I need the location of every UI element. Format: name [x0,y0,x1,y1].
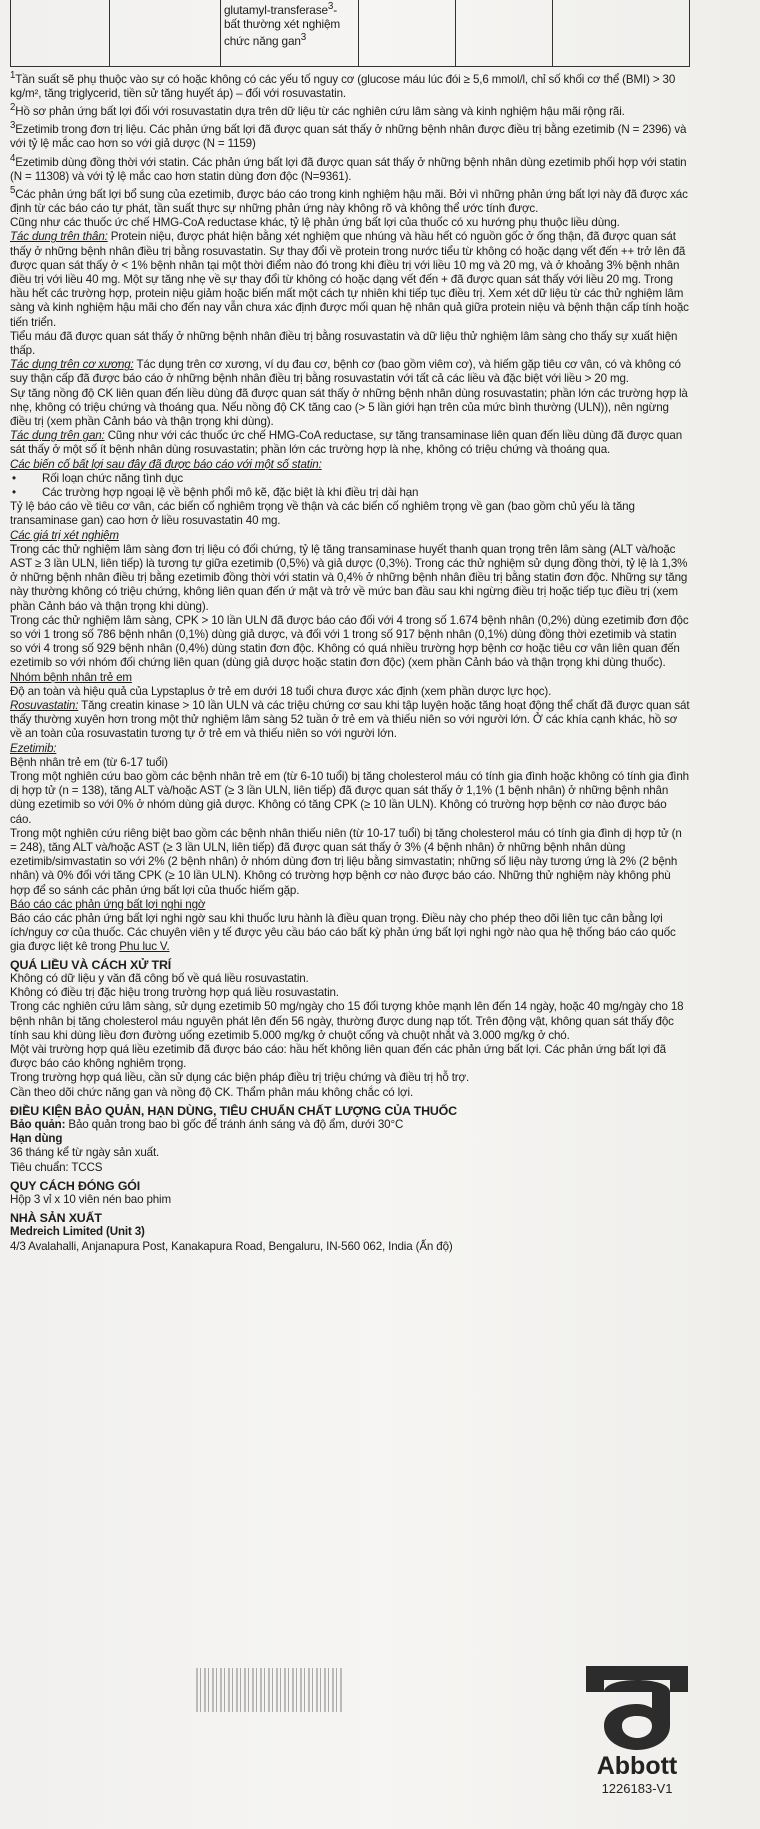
footnote: $^2$Hồ sơ phản ứng bất lợi đối với rosuvastatin dựa trên dữ liệu từ các nghiên cứu lâm sàng và kinh nghiệm hậu mãi rộng rãi. [10,102,625,119]
heading-shelf-life: Hạn dùng [10,1132,63,1146]
table-cell [553,0,690,66]
leaflet-body [10,216,690,1254]
abbott-logo-icon [582,1666,692,1754]
paragraph-shelf-life: 36 tháng kể từ ngày sản xuất. [10,1146,160,1160]
table-cell [11,0,110,66]
barcode-icon [196,1668,344,1712]
list-item: • Các trường hợp ngoại lệ về bệnh phổi mô kẽ, đặc biệt là khi điều trị dài hạn [12,485,419,499]
manufacturer-name: Medreich Limited (Unit 3) [10,1225,145,1239]
footnotes [10,69,690,216]
paragraph-storage: Bảo quản: Bảo quản trong bao bì gốc để tránh ánh sáng và độ ẩm, dưới 30°C [10,1117,404,1131]
paragraph-peds1: Độ an toàn và hiệu quả của Lypstaplus ở trẻ em dưới 18 tuổi chưa được xác định (xem phần dược lực học). [10,684,552,698]
heading-overdose: QUÁ LIỀU VÀ CÁCH XỬ TRÍ [10,957,172,972]
paragraph-eze2: Trong một nghiên cứu riêng biệt bao gồm các bệnh nhân thiếu niên (từ 10-17 tuổi) bị tăng cholesterol máu có tính gia đình dị hợp tử (n = 248), tăng ALT và/hoặc AST (≥ 3 lần ULN, liên tiếp) đã được quan sát thấy ở 3% (4 bệnh nhân) ở những bệnh nhân dùng ezetimib/simvastatin so với 2% (2 bệnh nhân) ở nhóm dùng đơn trị liệu bằng simvastatin; những số liệu này tương ứng là 2% (2 bệnh nhân) và 0% đối với tăng CPK (≥ 10 lần ULN). Không có trường hợp bệnh cơ nào được báo cáo. Những thử nghiệm này không phù hợp để so sánh các phản ứng bất lợi của thuốc hiếm gặp. [10,826,682,897]
footnote: $^4$Ezetimib dùng đồng thời với statin. Các phản ứng bất lợi đã được quan sát thấy ở những bệnh nhân dùng ezetimib phối hợp với statin (N = 11308) và với tỷ lệ mắc cao hơn statin dùng đơn độc (N=9361). [10,152,687,183]
paragraph: Cũng như các thuốc ức chế HMG-CoA reductase khác, tỷ lệ phản ứng bất lợi của thuốc có xu hướng phụ thuộc liều dùng. [10,216,620,230]
paragraph-kidney: Tác dụng trên thận: Protein niệu, được phát hiện bằng xét nghiệm que nhúng và hầu hết có nguồn gốc ở ống thận, đã được quan sát thấy ở những bệnh nhân điều trị bằng rosuvastatin. Sự thay đổi về protein trong nước tiểu từ không có hoặc dạng vết đến ++ trở lên đã được quan sát thấy ở < 1% bệnh nhân tại một thời điểm nào đó trong khi điều trị với liều 10 mg và 20 mg, và ở khoảng 3% bệnh nhân điều trị với liều 40 mg. Một sự tăng nhẹ về sự thay đổi từ không có hoặc dạng vết đến + đã được quan sát thấy với liều 20 mg. Trong hầu hết các trường hợp, protein niệu giảm hoặc biến mất một cách tự nhiên khi tiếp tục điều trị. Xem xét dữ liệu từ các thử nghiệm lâm sàng và kinh nghiệm hậu mãi cho đến nay vẫn chưa xác định được mối quan hệ nhân quả giữa protein niệu và bệnh thận cấp tính hoặc tiến triển. [10,230,689,329]
abbott-brand-name: Abbott [596,1752,678,1780]
leaflet-content [10,0,690,1254]
paragraph-hematuria: Tiểu máu đã được quan sát thấy ở những bệnh nhân điều trị bằng rosuvastatin và dữ liệu thử nghiệm lâm sàng cho thấy sự xuất hiện thấp. [10,329,678,357]
paragraph-lab1: Trong các thử nghiệm lâm sàng đơn trị liệu có đối chứng, tỷ lệ tăng transaminase huyết thanh quan trọng trên lâm sàng (ALT và/hoặc AST ≥ 3 lần ULN, liên tiếp) là tương tự giữa ezetimib (0,5%) và giả dược (0,3%). Trong các thử nghiệm sử dụng đồng thời, tỷ lệ là 1,3% ở những bệnh nhân điều trị bằng ezetimib đồng thời với statin và 0,4% ở những bệnh nhân điều trị bằng statin đơn độc. Những sự tăng này thường không có triệu chứng, không liên quan đến ứ mật và trở về mức ban đầu sau khi ngừng điều trị hoặc tiếp tục điều trị (xem phần Cảnh báo và thận trọng khi dùng). [10,542,688,613]
heading-lab-values: Các giá trị xét nghiệm [10,528,119,542]
paragraph-liver: Tác dụng trên gan: Cũng như với các thuốc ức chế HMG-CoA reductase, sự tăng transaminase liên quan đến liều dùng đã được quan sát thấy ở một số ít bệnh nhân dùng rosuvastatin; phần lớn các trường hợp là nhẹ, không có triệu chứng và thoáng qua. [10,429,682,457]
paragraph-eze1: Trong một nghiên cứu bao gồm các bệnh nhân trẻ em (từ 6-10 tuổi) bị tăng cholesterol máu có tính gia đình hoặc không có tính gia đình dị hợp tử (n = 138), tăng ALT và/hoặc AST (≥ 3 lần ULN, liên tiếp) đã được quan sát thấy ở 1,1% (1 bệnh nhân) ở những bệnh nhân dùng ezetimib so với 0% ở nhóm dùng giả dược. Không có tăng CPK (≥ 10 lần ULN). Không có trường hợp bệnh cơ nào được báo cáo. [10,770,689,826]
table-cell-line: bất thường xét nghiệm [224,16,341,31]
footnote-ref: 3 [327,1,334,12]
footnote: $^1$Tần suất sẽ phụ thuộc vào sự có hoặc không có các yếu tố nguy cơ (glucose máu lúc đói ≥ 5,6 mmol/l, chỉ số khối cơ thể (BMI) > 30 kg/m², tăng triglycerid, tiền sử tăng huyết áp) – đối với rosuvastatin. [10,70,676,101]
paragraph-od2: Không có điều trị đặc hiệu trong trường hợp quá liều rosuvastatin. [10,986,339,1000]
heading-manufacturer: NHÀ SẢN XUẤT [10,1211,102,1226]
footnote: $^3$Ezetimib trong đơn trị liệu. Các phản ứng bất lợi đã được quan sát thấy ở những bệnh nhân được điều trị bằng ezetimib (N = 2396) và với tỷ lệ mắc cao hơn so với giả dược (N = 1159) [10,120,687,151]
table-cell [456,0,553,66]
paragraph-od6: Cần theo dõi chức năng gan và nồng độ CK. Thẩm phân máu không chắc có lợi. [10,1085,414,1099]
table-cell [110,0,221,66]
paragraph-reporting: Báo cáo các phản ứng bất lợi nghi ngờ sau khi thuốc lưu hành là điều quan trọng. Điều này cho phép theo dõi liên tục cân bằng lợi ích/nguy cơ của thuốc. Các chuyên viên y tế được yêu cầu báo cáo bất kỳ phản ứng bất lợi nghi ngờ nào qua hệ thống báo cáo quốc gia được liệt kê trong Phụ lục V. [10,912,676,954]
paragraph-packaging: Hộp 3 vỉ x 10 viên nén bao phim [10,1192,171,1206]
footnote-ref: 3 [300,31,307,43]
heading-packaging: QUY CÁCH ĐÓNG GÓI [10,1178,141,1193]
heading-pediatric: Nhóm bệnh nhân trẻ em [10,670,132,684]
paragraph-standard: Tiêu chuẩn: TCCS [10,1160,103,1174]
table-cell-line: glutamyl-transferase [224,2,328,17]
list-item: • Rối loạn chức năng tình dục [12,471,183,485]
table-cell-lab-abnormalities: glutamyl-transferase$^3$- bất thường xét nghiệm chức năng gan$^3$ [221,0,359,66]
paragraph-ck: Sự tăng nồng độ CK liên quan đến liều dùng đã được quan sát thấy ở những bệnh nhân dùng rosuvastatin; phần lớn các trường hợp là nhẹ, không có triệu chứng và thoáng qua. Nếu nồng độ CK tăng cao (> 5 lần giới hạn trên của mức bình thường (ULN)), nên ngừng điều trị (xem phần Cảnh báo và thận trọng khi dùng). [10,386,688,428]
heading-reporting: Báo cáo các phản ứng bất lợi nghi ngờ [10,897,206,911]
heading-other-events: Các biến cố bất lợi sau đây đã được báo cáo với một số statin: [10,457,322,471]
heading-ezetimib: Ezetimib: [10,741,57,755]
document-code: 1226183-V1 [601,1781,673,1796]
paragraph-od4: Một vài trường hợp quá liều ezetimib đã được báo cáo: hầu hết không liên quan đến các phản ứng bất lợi. Các phản ứng bất lợi đã được báo cáo không nghiêm trọng. [10,1042,666,1071]
paragraph-muscle: Tác dụng trên cơ xương: Tác dụng trên cơ xương, ví dụ đau cơ, bệnh cơ (bao gồm viêm cơ), và hiếm gặp tiêu cơ vân, có và không có suy thận cấp đã được báo cáo ở những bệnh nhân điều trị bằng rosuvastatin với tất cả các liều và đặc biệt với liều > 20 mg. [10,358,681,386]
paragraph-rhabdo: Tỷ lệ báo cáo về tiêu cơ vân, các biến cố nghiêm trọng về thận và các biến cố nghiêm trọng về gan (bao gồm chủ yếu là tăng transaminase gan) cao hơn ở liều rosuvastatin 40 mg. [10,500,635,528]
footnote: $^5$Các phản ứng bất lợi bổ sung của ezetimib, được báo cáo trong kinh nghiệm hậu mãi. Bởi vì những phản ứng bất lợi này đã được xác định từ các báo cáo tự phát, tần suất thực sự những phản ứng này không rõ và không thể ước tính được. [10,184,688,215]
annex-link[interactable]: Phụ lục V. [119,940,170,954]
subheading-ezetimib-ages: Bệnh nhân trẻ em (từ 6-17 tuổi) [10,755,168,769]
heading-storage: ĐIỀU KIỆN BẢO QUẢN, HẠN DÙNG, TIÊU CHUẨN CHẤT LƯỢNG CỦA THUỐC [10,1103,457,1118]
table-cell [359,0,456,66]
paragraph-od3: Trong các nghiên cứu lâm sàng, sử dụng ezetimib 50 mg/ngày cho 15 đối tượng khỏe mạnh lên đến 14 ngày, hoặc 40 mg/ngày cho 18 bệnh nhân bị tăng cholesterol máu nguyên phát lên đến 56 ngày, thường được dung nạp tốt. Trên động vật, không quan sát thấy độc tính sau khi dùng liều đơn đường uống ezetimib 5.000 mg/kg ở chuột cống và chuột nhắt và 3.000 mg/kg ở chó. [10,1000,684,1042]
adverse-reactions-table-fragment [10,0,690,67]
paragraph-od5: Trong trường hợp quá liều, cần sử dụng các biện pháp điều trị triệu chứng và điều trị hỗ trợ. [10,1071,470,1085]
paragraph-od1: Không có dữ liệu y văn đã công bố về quá liều rosuvastatin. [10,971,309,985]
paragraph-lab2: Trong các thử nghiệm lâm sàng, CPK > 10 lần ULN đã được báo cáo đối với 4 trong số 1.674 bệnh nhân (0,2%) dùng ezetimib đơn độc so với 1 trong số 786 bệnh nhân (0,1%) dùng giả dược, và đối với 1 trong số 917 bệnh nhân (0,1%) dùng đồng thời ezetimib và statin so với 4 trong số 929 bệnh nhân (0,4%) dùng statin đơn độc. Không có quá nhiều trường hợp bệnh cơ hoặc tiêu cơ vân liên quan đến ezetimib so với nhóm đối chứng liên quan (dùng giả dược hoặc statin đơn độc) (xem phần Cảnh báo và thận trọng khi dùng thuốc). [10,613,689,670]
manufacturer-address: 4/3 Avalahalli, Anjanapura Post, Kanakapura Road, Bengaluru, IN-560 062, India (Ấn độ) [10,1239,453,1253]
paragraph-rosuvastatin: Rosuvastatin: Tăng creatin kinase > 10 lần ULN và các triệu chứng cơ sau khi tập luyện hoặc tăng hoạt động thể chất đã được quan sát thấy thường xuyên hơn trong một thử nghiệm lâm sàng 52 tuần ở trẻ em và thiếu niên so với người lớn. Ở các khía cạnh khác, hồ sơ về an toàn của rosuvastatin tương tự ở trẻ em và thiếu niên so với người lớn. [10,699,690,741]
table-cell-line: chức năng gan [224,33,301,48]
